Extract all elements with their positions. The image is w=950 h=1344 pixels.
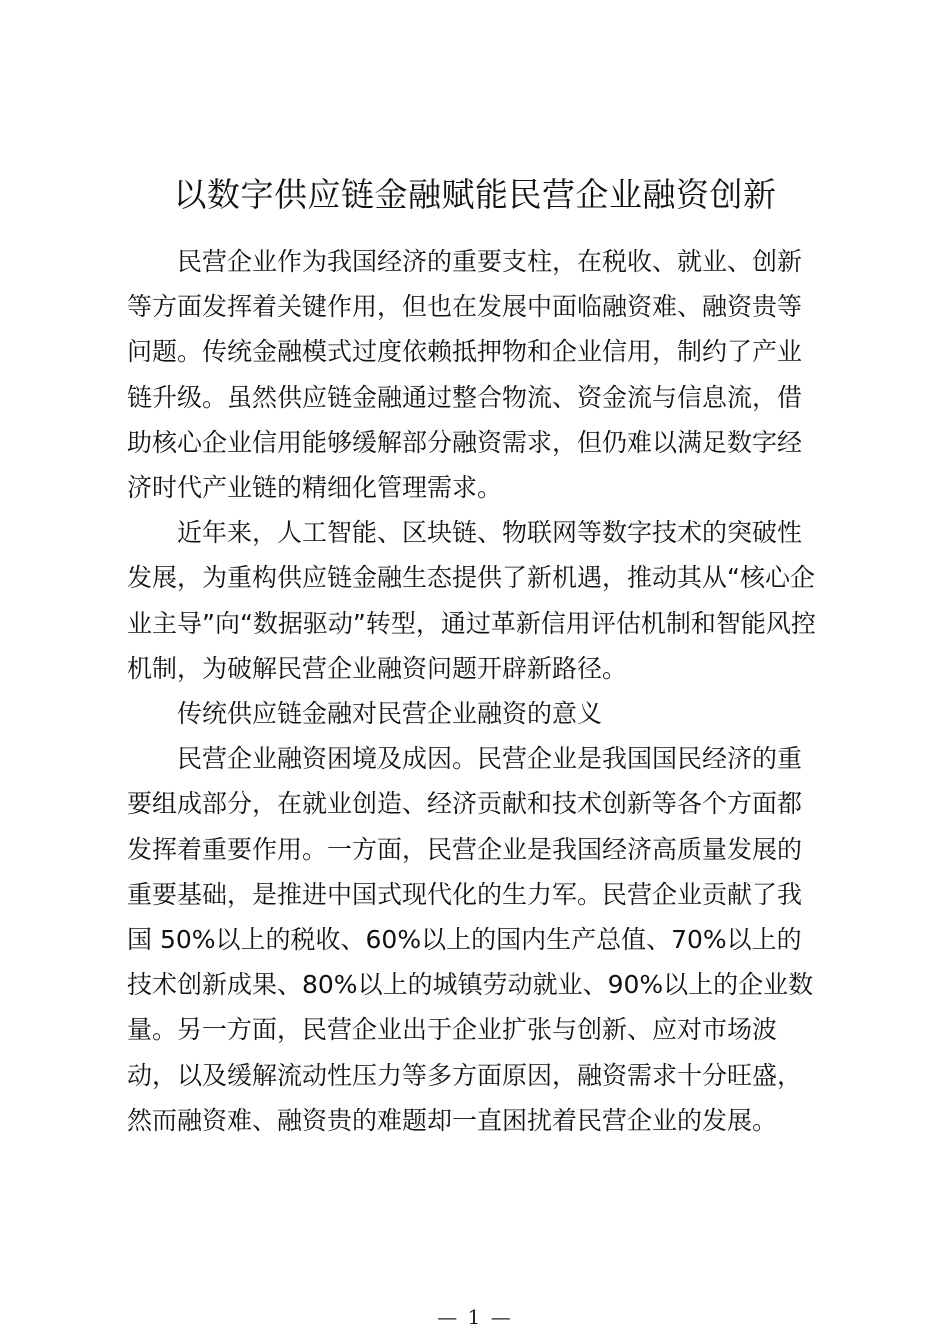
document-body (127, 239, 827, 1143)
paragraph-1-line-6: 济时代产业链的精细化管理需求。 (127, 473, 503, 503)
paragraph-1-line-5: 助核心企业信用能够缓解部分融资需求，但仍难以满足数字经 (127, 427, 803, 457)
document-title: 以数字供应链金融赋能民营企业融资创新 (173, 175, 777, 214)
paragraph-3-line-7: 量。另一方面，民营企业出于企业扩张与创新、应对市场波 (127, 1015, 778, 1045)
paragraph-3-line-4: 重要基础，是推进中国式现代化的生力军。民营企业贡献了我 (127, 879, 803, 909)
paragraph-1 (127, 239, 827, 510)
paragraph-3-line-2: 要组成部分，在就业创造、经济贡献和技术创新等各个方面都 (127, 789, 803, 819)
paragraph-2 (127, 510, 827, 691)
paragraph-1-line-1: 民营企业作为我国经济的重要支柱，在税收、就业、创新 (177, 247, 803, 276)
page-number: — 1 — (437, 1305, 513, 1329)
paragraph-3-line-3: 发挥着重要作用。一方面，民营企业是我国经济高质量发展的 (127, 834, 803, 864)
paragraph-3-line-1: 民营企业融资困境及成因。民营企业是我国国民经济的重 (177, 744, 803, 774)
paragraph-2-line-4: 机制，为破解民营企业融资问题开辟新路径。 (127, 653, 628, 683)
paragraph-1-line-4: 链升级。虽然供应链金融通过整合物流、资金流与信息流，借 (127, 382, 803, 412)
paragraph-2-line-3: 业主导”向“数据驱动”转型，通过革新信用评估机制和智能风控 (127, 608, 816, 638)
paragraph-3-line-5: 国 50%以上的税收、60%以上的国内生产总值、70%以上的 (127, 925, 802, 955)
paragraph-3-line-9: 然而融资难、融资贵的难题却一直困扰着民营企业的发展。 (127, 1105, 778, 1135)
paragraph-2-line-1: 近年来，人工智能、区块链、物联网等数字技术的突破性 (177, 518, 803, 548)
paragraph-3-line-8: 动，以及缓解流动性压力等多方面原因，融资需求十分旺盛， (127, 1060, 803, 1090)
paragraph-3-line-6: 技术创新成果、80%以上的城镇劳动就业、90%以上的企业数 (127, 970, 814, 1000)
paragraph-1-line-3: 问题。传统金融模式过度依赖抵押物和企业信用，制约了产业 (127, 337, 803, 367)
paragraph-2-line-2: 发展，为重构供应链金融生态提供了新机遇，推动其从“核心企 (127, 563, 815, 593)
section-heading: 传统供应链金融对民营企业融资的意义 (177, 699, 603, 729)
paragraph-3 (127, 736, 827, 1143)
paragraph-1-line-2: 等方面发挥着关键作用，但也在发展中面临融资难、融资贵等 (127, 292, 803, 322)
